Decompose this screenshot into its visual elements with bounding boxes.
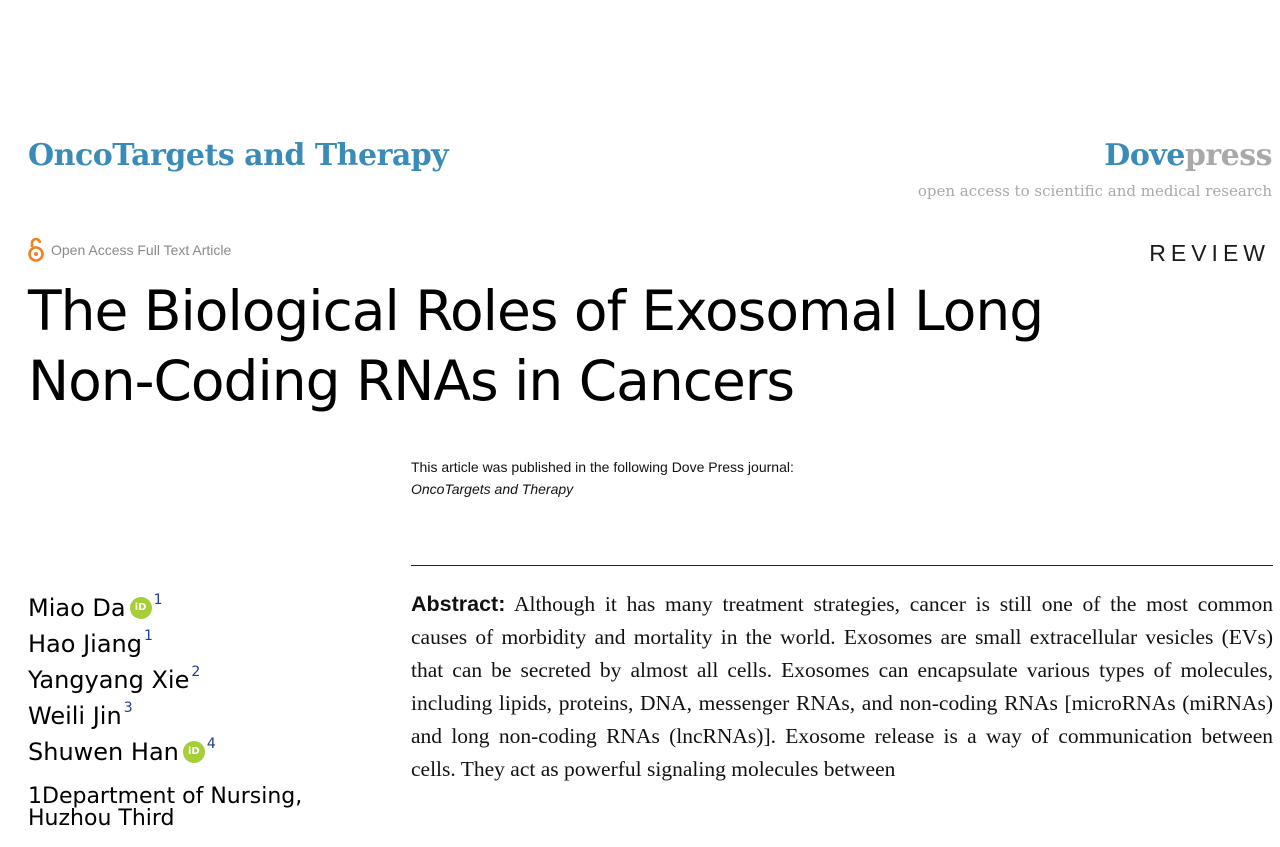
article-title-line-1: The Biological Roles of Exosomal Long <box>28 279 1044 343</box>
author-row <box>28 698 216 734</box>
author-list <box>28 590 216 770</box>
article-title <box>28 276 1048 416</box>
abstract-label: Abstract: <box>411 592 506 616</box>
published-in-label: This article was published in the following Dove Press journal: <box>411 459 794 475</box>
affiliation-marker: 1 <box>143 628 153 644</box>
section-divider <box>411 565 1273 566</box>
affiliation-marker: 1 <box>153 592 163 608</box>
published-in-note <box>411 456 794 500</box>
publisher-tagline: open access to scientific and medical research <box>917 182 1272 200</box>
publisher-logo-press: press <box>1184 138 1272 173</box>
author-row <box>28 734 216 770</box>
abstract-text: Although it has many treatment strategies, cancer is still one of the most common causes of morbidity and mortality in the world. Exosomes are small extracellular vesicles (EVs) that can be secreted by almost all cells. Exosomes can encapsulate various types of molecules, including lipids, proteins, DNA, messenger RNAs, and non-coding RNAs [microRNAs (miRNAs) and long non-coding RNAs (lncRNAs)]. Exosome release is a way of communication between cells. They act as powerful signaling molecules between <box>411 592 1273 781</box>
author-name[interactable]: Yangyang Xie <box>28 666 190 694</box>
open-access-lock-icon <box>28 237 44 263</box>
affiliation-text-cut: 1Department of Nursing, Huzhou Third <box>28 784 303 831</box>
author-row <box>28 626 216 662</box>
published-in-journal-link[interactable]: OncoTargets and Therapy <box>411 481 574 497</box>
journal-name[interactable]: OncoTargets and Therapy <box>28 138 449 173</box>
author-row <box>28 662 216 698</box>
affiliation-marker: 2 <box>191 664 201 680</box>
author-name[interactable]: Shuwen Han <box>28 738 179 766</box>
article-type-label: REVIEW <box>1149 240 1270 266</box>
publisher-logo-dove: Dove <box>1104 138 1185 173</box>
orcid-icon[interactable]: iD <box>183 741 205 763</box>
author-name[interactable]: Miao Da <box>28 594 126 622</box>
open-access-label: Open Access Full Text Article <box>51 242 232 258</box>
abstract-paragraph <box>411 588 1273 786</box>
open-access-line <box>28 237 231 263</box>
publisher-logo[interactable] <box>1104 138 1272 173</box>
author-name[interactable]: Weili Jin <box>28 702 122 730</box>
author-name[interactable]: Hao Jiang <box>28 630 142 658</box>
orcid-icon[interactable]: iD <box>130 597 152 619</box>
article-title-line-2: Non-Coding RNAs in Cancers <box>28 349 795 413</box>
affiliation-marker: 4 <box>206 736 216 752</box>
affiliation-marker: 3 <box>123 700 133 716</box>
author-row <box>28 590 216 626</box>
